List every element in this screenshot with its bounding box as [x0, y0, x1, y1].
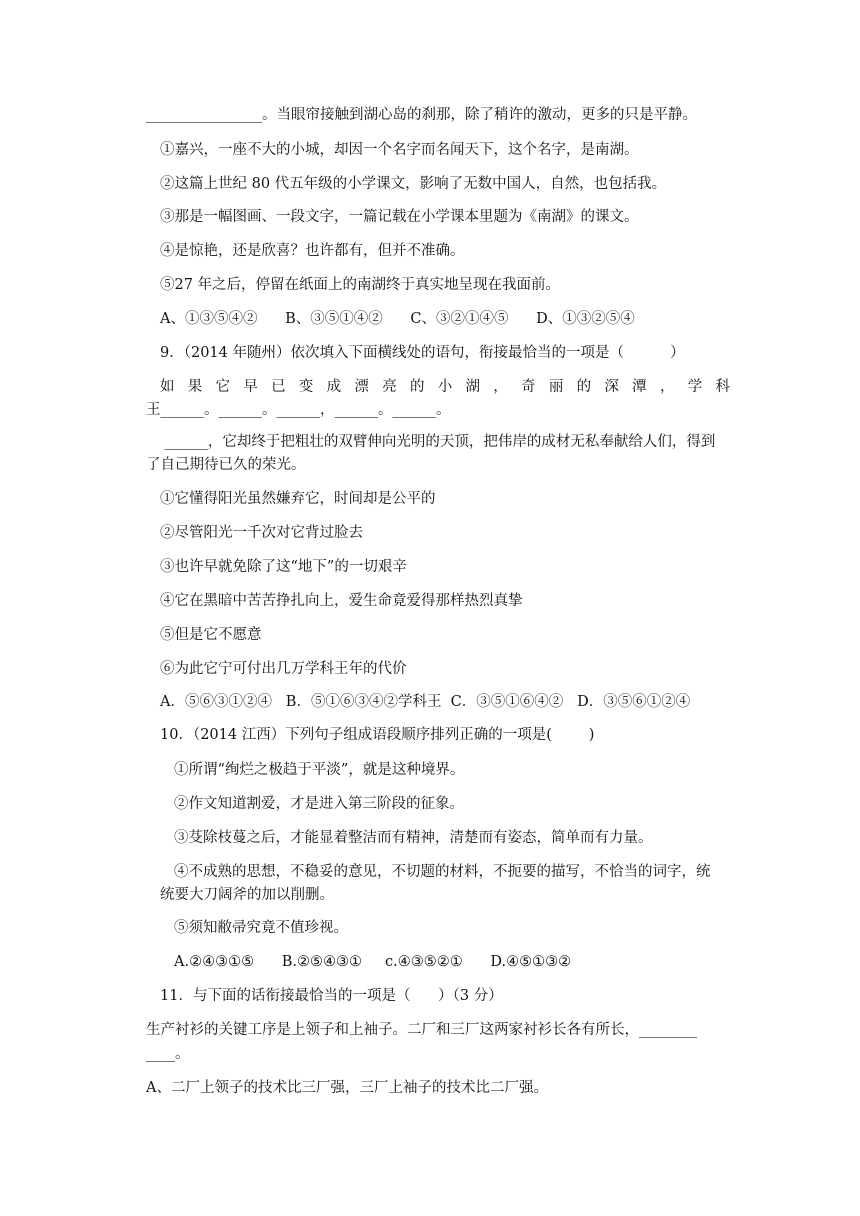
text-line: 生产衬衫的关键工序是上领子和上袖子。二厂和三厂这两家衬衫长各有所长，________ [146, 1022, 697, 1038]
text-line: ⑤27 年之后，停留在纸面上的南湖终于真实地呈现在我面前。 [160, 277, 561, 293]
text-line: 如 果 它 早 已 变 成 漂 亮 的 小 湖 ， 奇 丽 的 深 潭 ， 学 科 [160, 379, 730, 395]
question-title: 9．（2014 年随州）依次填入下面横线处的语句，衔接最恰当的一项是（ ） [160, 345, 685, 361]
question-title: 10．（2014 江西）下列句子组成语段顺序排列正确的一项是( ) [160, 727, 595, 743]
text-line: ②尽管阳光一千次对它背过脸去 [160, 525, 363, 541]
answer-options: A．⑤⑥③①②④ B．⑤①⑥③④②学科王 C．③⑤①⑥④② D．③⑤⑥①②④ [160, 694, 691, 710]
text-line: ____。 [146, 1046, 190, 1062]
text-line: ④它在黑暗中苦苦挣扎向上，爱生命竟爱得那样热烈真挚 [160, 593, 523, 609]
text-line: ⑤但是它不愿意 [160, 627, 262, 643]
text-line: 统要大刀阔斧的加以削删。 [160, 887, 334, 903]
text-line: ③那是一幅图画、一段文字，一篇记载在小学课本里题为《南湖》的课文。 [160, 209, 639, 225]
text-line: ④是惊艳，还是欣喜？也许都有，但并不准确。 [160, 243, 465, 259]
text-line: 王______。______。______，______。______。 [146, 402, 451, 418]
answer-options: A.②④③①⑤ B.②⑤④③① c.④③⑤②① D.④⑤①③② [174, 954, 572, 970]
text-line: ②这篇上世纪 80 代五年级的小学课文，影响了无数中国人，自然，也包括我。 [160, 176, 667, 192]
text-line: ②作文知道割爱，才是进入第三阶段的征象。 [174, 796, 464, 812]
text-line: ③芟除枝蔓之后，才能显着整洁而有精神，清楚而有姿态，简单而有力量。 [174, 830, 653, 846]
text-line: ③也许早就免除了这“地下”的一切艰辛 [160, 559, 407, 575]
text-line: ④不成熟的思想，不稳妥的意见，不切题的材料，不扼要的描写，不恰当的词字，统 [174, 864, 711, 880]
text-line: ①它懂得阳光虽然嫌弃它，时间却是公平的 [160, 491, 436, 507]
text-line: ⑥为此它宁可付出几万学科王年的代价 [160, 661, 407, 677]
text-line: ______，它却终于把粗壮的双臂伸向光明的天顶，把伟岸的成材无私奉献给人们，得到 [146, 434, 716, 450]
text-line: ①所谓“绚烂之极趋于平淡”，就是这种境界。 [174, 762, 465, 778]
text-line: ①嘉兴，一座不大的小城，却因一个名字而名闻天下，这个名字，是南湖。 [160, 142, 639, 158]
text-line: ⑤须知敝帚究竟不值珍视。 [174, 920, 348, 936]
text-line: A、二厂上领子的技术比三厂强，三厂上袖子的技术比二厂强。 [146, 1080, 548, 1096]
answer-options: A、①③⑤④② B、③⑤①④② C、③②①④⑤ D、①③②⑤④ [160, 311, 635, 327]
text-line: ________________。当眼帘接触到湖心岛的刹那，除了稍许的激动，更多的只是平静。 [146, 107, 697, 123]
question-title: 11．与下面的话衔接最恰当的一项是（ ）（3 分） [160, 988, 503, 1004]
text-line: 了自己期待已久的荣光。 [146, 457, 306, 473]
